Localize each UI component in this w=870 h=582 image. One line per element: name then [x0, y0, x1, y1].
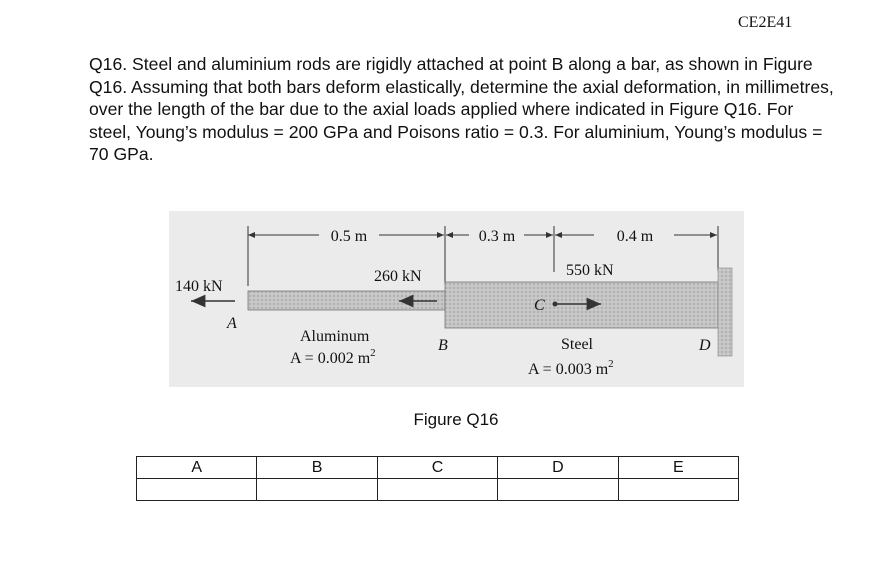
answer-header-d: D: [498, 457, 618, 479]
point-b-label: B: [438, 337, 448, 354]
answer-header-b: B: [257, 457, 377, 479]
answer-cell-e[interactable]: [618, 479, 738, 501]
figure-caption: Figure Q16: [413, 410, 499, 429]
steel-area: A = 0.003 $m^2$: [528, 358, 614, 378]
answer-cell-d[interactable]: [498, 479, 618, 501]
load-b-label: 260 kN: [374, 268, 422, 285]
answer-cell-a[interactable]: [137, 479, 257, 501]
load-c-label: 550 kN: [566, 262, 614, 279]
figure-q16: [169, 211, 744, 387]
point-d-label: D: [699, 337, 711, 354]
steel-name: Steel: [561, 336, 593, 353]
answer-header-row: [137, 457, 739, 479]
document-code: CE2E41: [738, 14, 793, 31]
answer-value-row: [137, 479, 739, 501]
question-text: Q16. Steel and aluminium rods are rigidly attached at point B along a bar, as shown in Figure Q16. Assuming that both bars deform elastically, determine the axial deformation, in millimetres, over the length of the bar due to the axial loads applied where indicated in Figure Q16. For steel, Young’s modulus = 200 GPa and Poisons ratio = 0.3. For aluminium, Young’s modulus = 70 GPa.: [89, 54, 834, 164]
aluminium-name: Aluminum: [300, 328, 370, 345]
answer-cell-c[interactable]: [377, 479, 497, 501]
dim-bc-label: 0.3 m: [478, 228, 516, 245]
load-c-origin: [553, 302, 558, 307]
answer-table: [136, 456, 739, 501]
answer-header-c: C: [377, 457, 497, 479]
point-a-label: A: [227, 315, 237, 332]
point-c-label: C: [534, 297, 545, 314]
answer-cell-b[interactable]: [257, 479, 377, 501]
fixed-support: [718, 268, 732, 356]
dim-ab-label: 0.5 m: [330, 228, 368, 245]
aluminium-area: A = 0.002 $m^2$: [290, 347, 376, 367]
load-a-label: 140 kN: [175, 278, 223, 295]
answer-header-e: E: [618, 457, 738, 479]
answer-header-a: A: [137, 457, 257, 479]
steel-rod: [445, 282, 718, 328]
dim-cd-label: 0.4 m: [616, 228, 654, 245]
bar-diagram: [169, 211, 744, 387]
